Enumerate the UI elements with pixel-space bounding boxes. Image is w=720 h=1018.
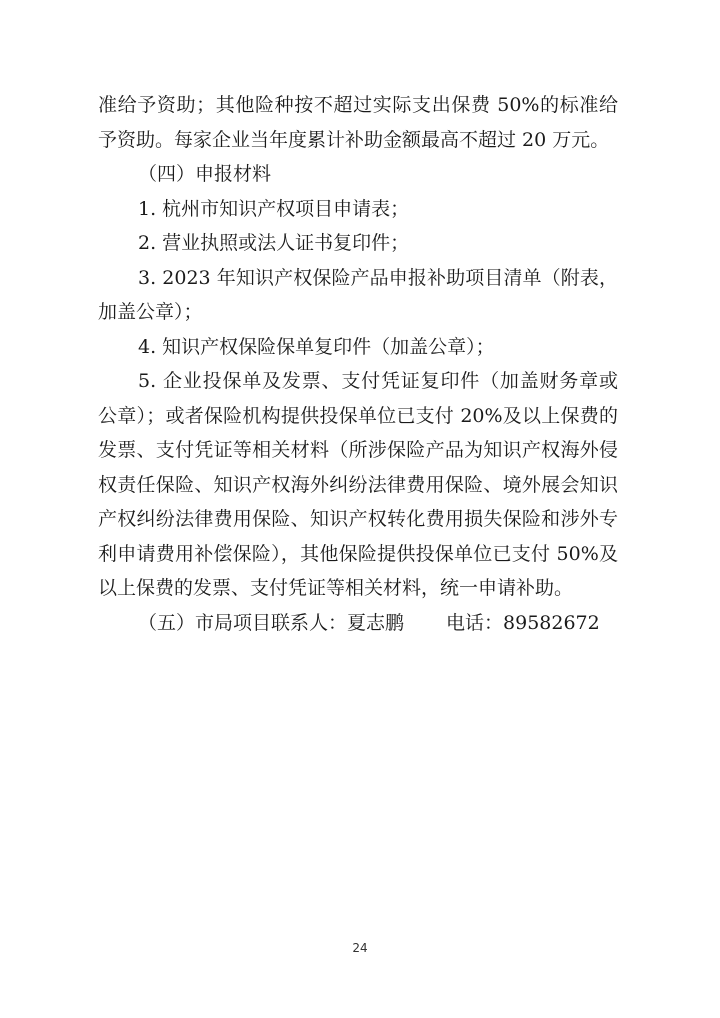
- phone-number: 89582672: [503, 611, 600, 634]
- list-item-application-form: 1. 杭州市知识产权项目申请表；: [138, 197, 410, 220]
- contact-line: [98, 606, 618, 641]
- list-item-product-list: 3. 2023 年知识产权保险产品申报补助项目清单（附表，加盖公章）；: [98, 266, 618, 323]
- section-heading-materials: （四）申报材料: [138, 163, 272, 185]
- contact-person: （五）市局项目联系人：夏志鹏: [138, 611, 405, 634]
- body-text: [98, 88, 618, 640]
- phone-label: 电话：: [446, 611, 504, 634]
- list-item-policy-copy: 4. 知识产权保险保单复印件（加盖公章）；: [138, 335, 495, 358]
- list-item-business-license: 2. 营业执照或法人证书复印件；: [138, 232, 410, 254]
- list-item-invoices: 5. 企业投保单及发票、支付凭证复印件（加盖财务章或公章）；或者保险机构提供投保单位已支付 20%及以上保费的发票、支付凭证等相关材料（所涉保险产品为知识产权海外侵权责任保险、知识产权海外纠纷法律费用保险、境外展会知识产权纠纷法律费用保险、知识产权转化费用损失保险和涉外专利申请费用补偿保险），其他保险提供投保单位已支付 50%及以上保费的发票、支付凭证等相关材料，统一申请补助。: [98, 370, 618, 599]
- page-number: 24: [352, 941, 368, 955]
- paragraph-subsidy-continuation: 准给予资助；其他险种按不超过实际支出保费 50%的标准给予资助。每家企业当年度累计补助金额最高不超过 20 万元。: [98, 94, 618, 151]
